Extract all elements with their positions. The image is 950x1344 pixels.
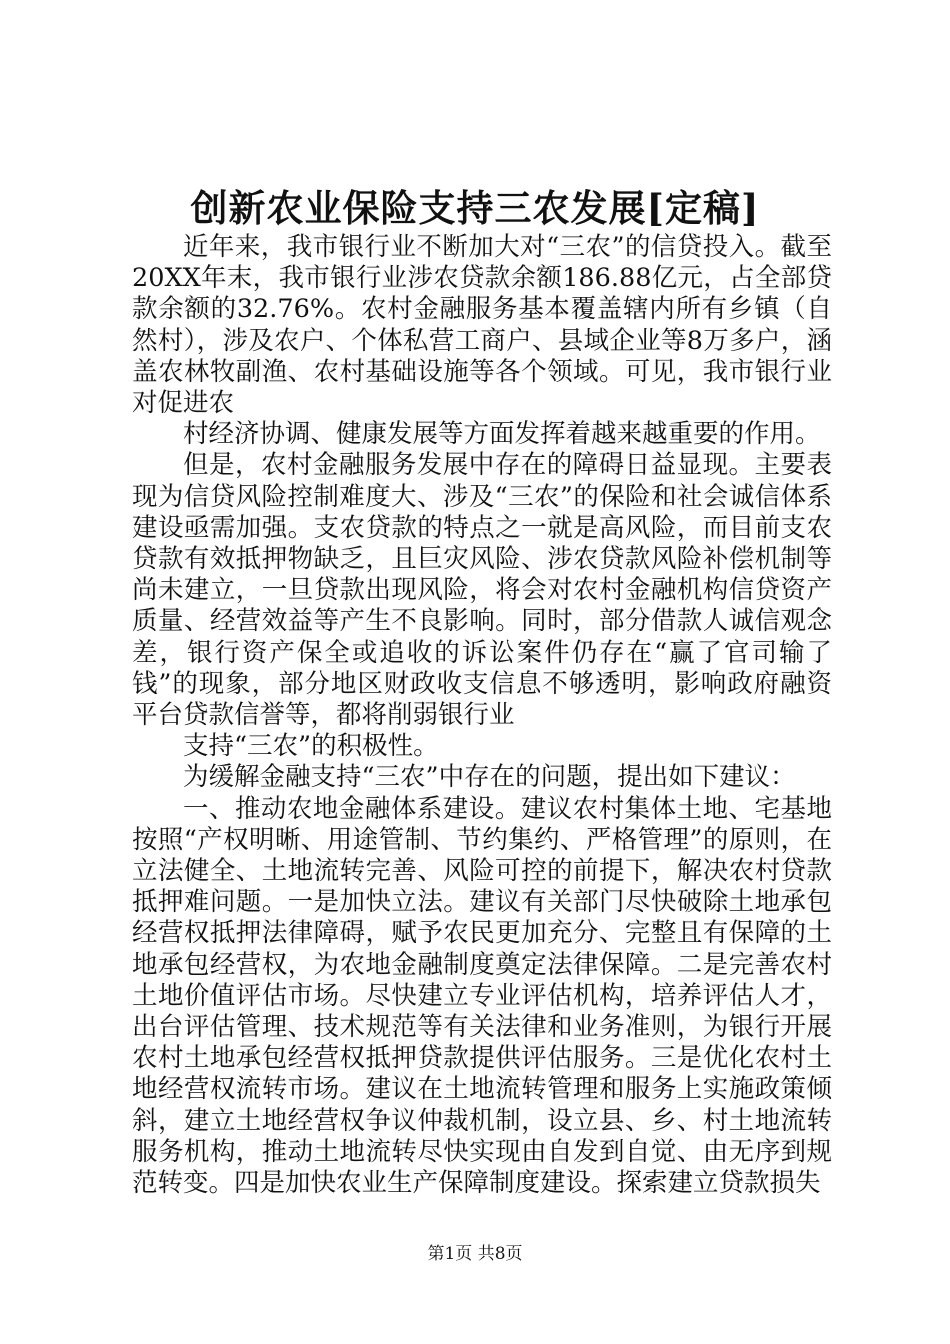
page-number-footer: 第1页 共8页 (427, 1244, 523, 1264)
paragraph: 为缓解金融支持“三农”中存在的问题，提出如下建议： (183, 762, 796, 793)
paragraph: 一、推动农地金融体系建设。建议农村集体土地、宅基地按照“产权明晰、用途管制、节约集约、严格管理”的原则，在立法健全、土地流转完善、风险可控的前提下，解决农村贷款抵押难问题。一是加快立法。建议有关部门尽快破除土地承包经营权抵押法律障碍，赋予农民更加充分、完整且有保障的土地承包经营权，为农地金融制度奠定法律保障。二是完善农村土地价值评估市场。尽快建立专业评估机构，培养评估人才，出台评估管理、技术规范等有关法律和业务准则，为银行开展农村土地承包经营权抵押贷款提供评估服务。三是优化农村土地经营权流转市场。建议在土地流转管理和服务上实施政策倾斜，建立土地经营权争议仲裁机制，设立县、乡、村土地流转服务机构，推动土地流转尽快实现由自发到自觉、由无序到规范转变。四是加快农业生产保障制度建设。探索建立贷款损失 (132, 793, 832, 1199)
paragraph: 近年来，我市银行业不断加大对“三农”的信贷投入。截至20XX年末，我市银行业涉农贷款余额186.88亿元，占全部贷款余额的32.76%。农村金融服务基本覆盖辖内所有乡镇（自然村），涉及农户、个体私营工商户、县域企业等8万多户，涵盖农林牧副渔、农村基础设施等各个领域。可见，我市银行业对促进农 (132, 232, 832, 419)
paragraph: 支持“三农”的积极性。 (183, 731, 439, 762)
paragraph: 村经济协调、健康发展等方面发挥着越来越重要的作用。 (183, 419, 821, 450)
document-body (132, 232, 832, 1199)
paragraph: 但是，农村金融服务发展中存在的障碍日益显现。主要表现为信贷风险控制难度大、涉及“三农”的保险和社会诚信体系建设亟需加强。支农贷款的特点之一就是高风险，而目前支农贷款有效抵押物缺乏，且巨灾风险、涉农贷款风险补偿机制等尚未建立，一旦贷款出现风险，将会对农村金融机构信贷资产质量、经营效益等产生不良影响。同时，部分借款人诚信观念差，银行资产保全或追收的诉讼案件仍存在“赢了官司输了钱”的现象，部分地区财政收支信息不够透明，影响政府融资平台贷款信誉等，都将削弱银行业 (132, 450, 832, 731)
document-title: 创新农业保险支持三农发展[定稿] (190, 186, 760, 230)
